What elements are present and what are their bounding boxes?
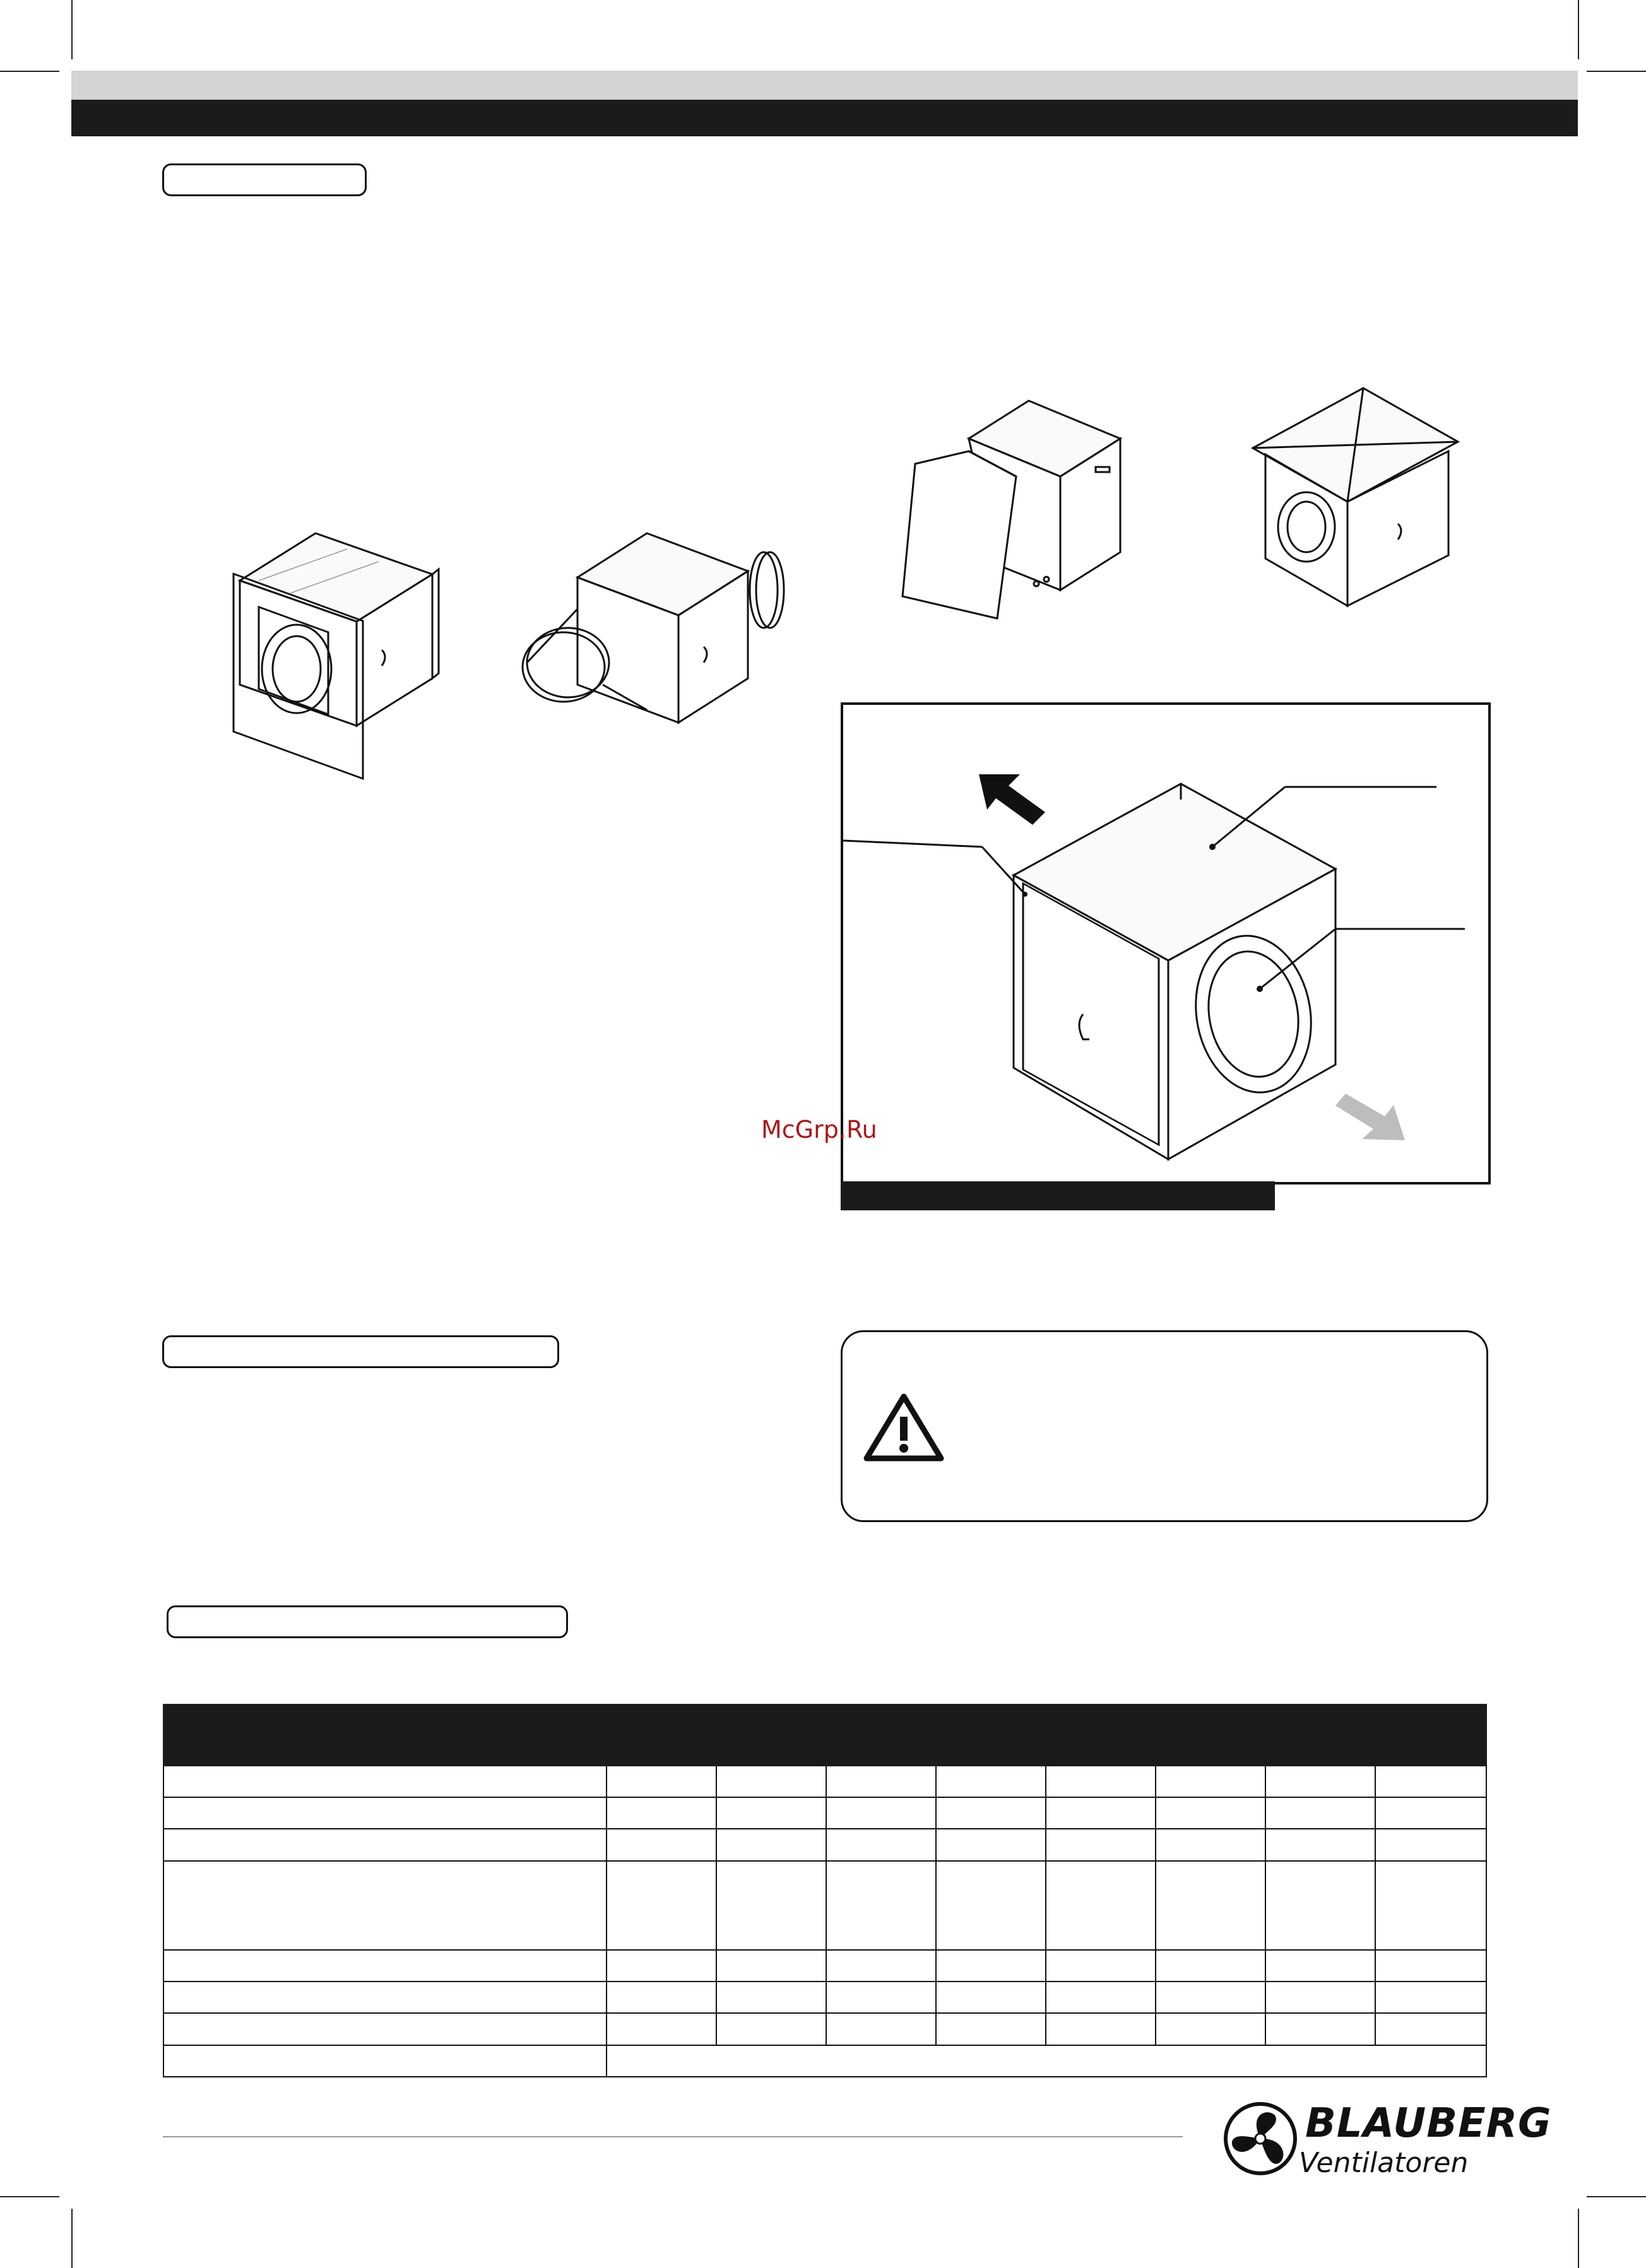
brand-name: BLAUBERG	[1305, 2100, 1552, 2147]
table-header-cell	[163, 1704, 607, 1766]
table-header-cell	[1375, 1704, 1486, 1766]
table-header-cell	[1265, 1704, 1375, 1766]
crop-mark	[0, 71, 59, 72]
header-black-band	[71, 100, 1578, 136]
table-row	[163, 2045, 1486, 2077]
table-row	[163, 1861, 1486, 1950]
product-illustration-flanged	[221, 511, 448, 738]
blauberg-logo-icon	[1223, 2101, 1298, 2176]
table-header-cell	[607, 1704, 716, 1766]
detail-diagram	[843, 705, 1488, 1182]
airflow-arrow-icon	[979, 774, 1045, 825]
table-header-cell	[716, 1704, 826, 1766]
section-label-1	[162, 163, 367, 196]
table-header-cell	[826, 1704, 936, 1766]
detail-diagram-frame	[841, 702, 1491, 1184]
product-illustration-round-duct	[521, 521, 786, 741]
section-label-3	[167, 1605, 568, 1638]
header-grey-band	[71, 71, 1578, 100]
footer-rule	[163, 2136, 1183, 2137]
watermark-text: McGrp.Ru	[761, 1116, 877, 1143]
warning-triangle-icon	[863, 1393, 945, 1462]
brand-subtitle: Ventilatoren	[1299, 2147, 1469, 2179]
table-header-cell	[1156, 1704, 1265, 1766]
airflow-arrow-icon	[1335, 1094, 1405, 1140]
crop-mark	[1587, 2196, 1646, 2197]
section-label-2	[162, 1335, 559, 1368]
table-row	[163, 1982, 1486, 2013]
table-row	[163, 2013, 1486, 2045]
table-row	[163, 1797, 1486, 1829]
crop-mark	[0, 2196, 59, 2197]
crop-mark	[71, 0, 73, 59]
product-illustration-roof-cap	[1253, 388, 1467, 615]
table-header-row	[163, 1704, 1486, 1766]
crop-mark	[1578, 2209, 1579, 2268]
product-illustration-hood	[896, 394, 1130, 628]
crop-mark	[1578, 0, 1579, 59]
table-row	[163, 1766, 1486, 1797]
table-row	[163, 1950, 1486, 1982]
diagram-caption-bar	[841, 1181, 1275, 1210]
table-row	[163, 1829, 1486, 1860]
warning-box	[841, 1330, 1488, 1522]
specification-table	[163, 1704, 1487, 2077]
crop-mark	[71, 2209, 73, 2268]
table-header-cell	[936, 1704, 1156, 1766]
crop-mark	[1587, 71, 1646, 72]
